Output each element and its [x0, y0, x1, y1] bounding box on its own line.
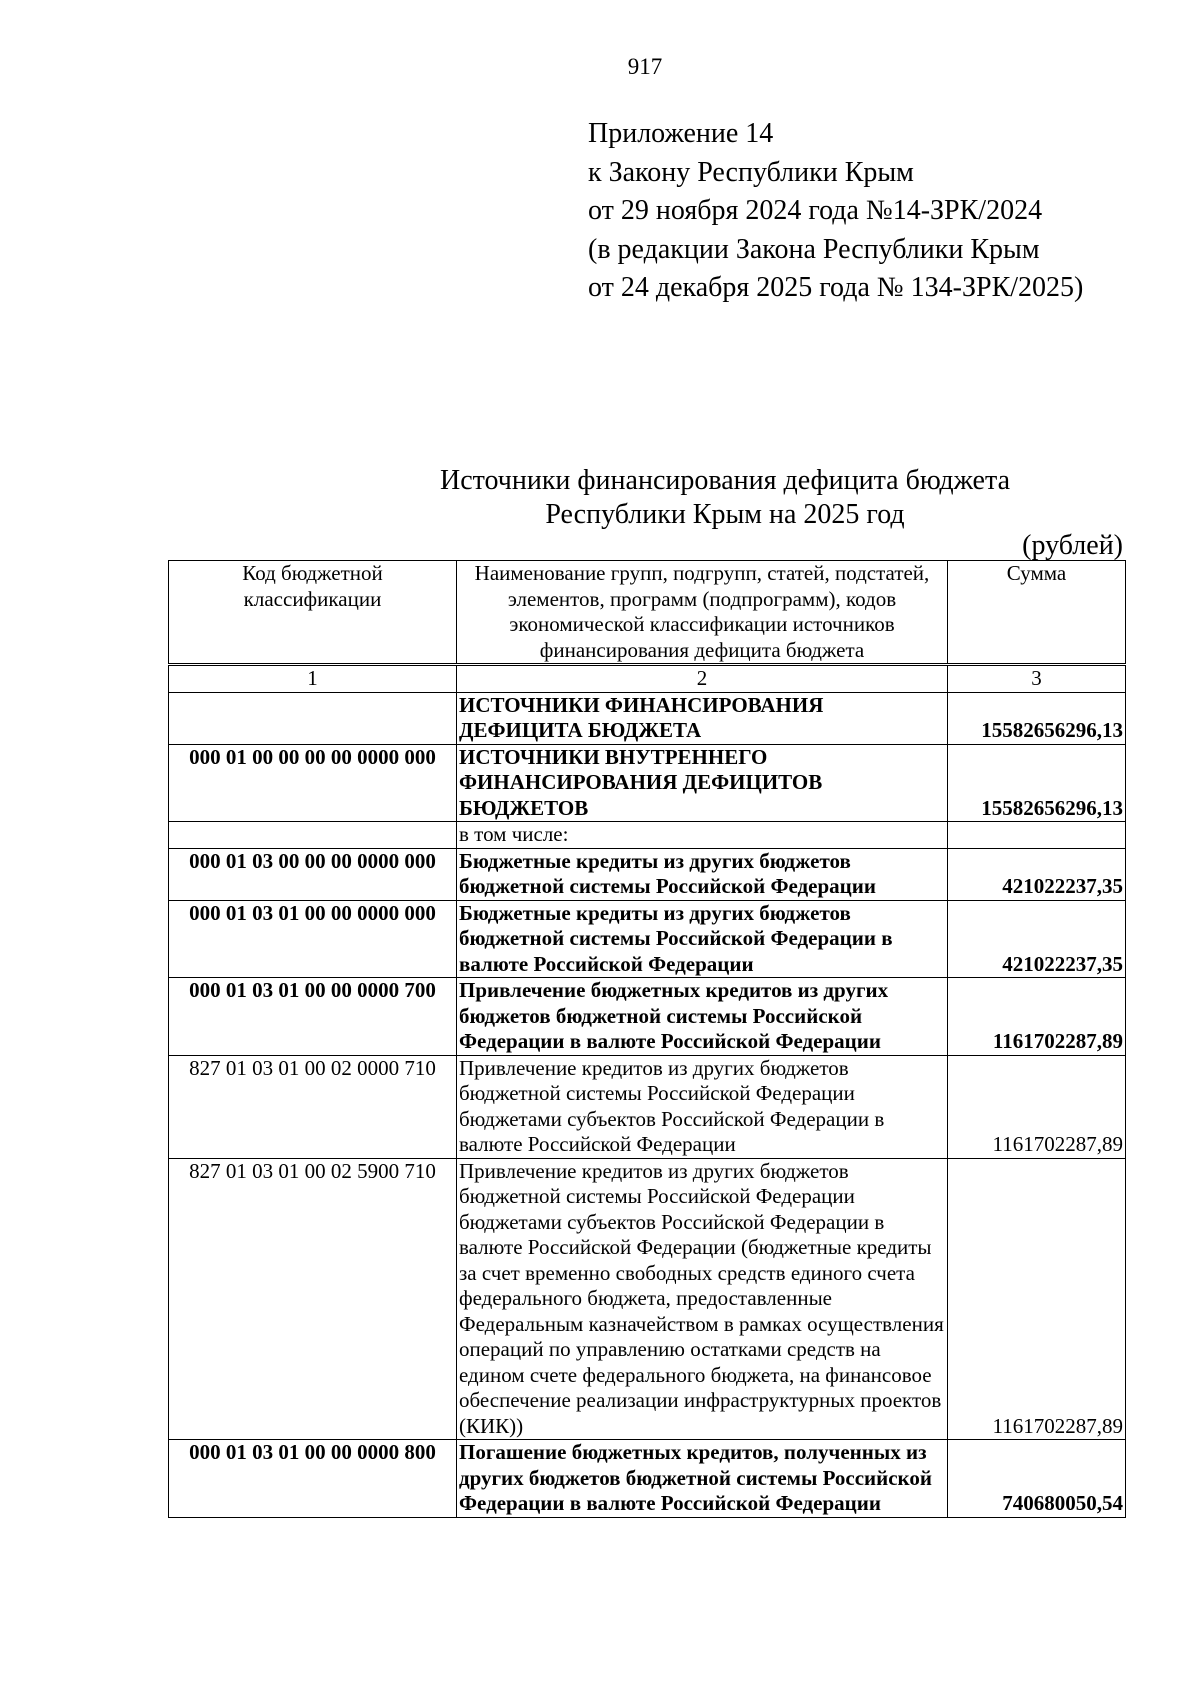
column-numbers-row [169, 665, 1126, 693]
page-number: 917 [627, 54, 663, 79]
appendix-line: Приложение 14 [588, 118, 774, 149]
header-name: Наименование групп, подгрупп, статей, подстатей, элементов, программ (подпрограмм), кодов экономической классификации источников финансирования дефицита бюджета [457, 561, 948, 665]
financing-sources-table [168, 560, 1126, 1518]
amount-cell: 1161702287,89 [948, 1158, 1126, 1440]
table-row [169, 822, 1126, 849]
amount-cell: 421022237,35 [948, 900, 1126, 978]
amount-cell: 421022237,35 [948, 848, 1126, 900]
table-row [169, 1158, 1126, 1440]
table-row [169, 900, 1126, 978]
column-number: 1 [169, 665, 457, 693]
source-name-cell: ИСТОЧНИКИ ФИНАНСИРОВАНИЯ ДЕФИЦИТА БЮДЖЕТА [457, 692, 948, 744]
source-name-cell: Погашение бюджетных кредитов, полученных из других бюджетов бюджетной системы Российской Федерации в валюте Российской Федерации [457, 1440, 948, 1518]
source-name-cell: Привлечение кредитов из других бюджетов бюджетной системы Российской Федерации бюджетами субъектов Российской Федерации в валюте Российской Федерации [457, 1055, 948, 1158]
budget-code-cell: 000 01 03 01 00 00 0000 800 [169, 1440, 457, 1518]
source-name-cell: Бюджетные кредиты из других бюджетов бюджетной системы Российской Федерации [457, 848, 948, 900]
budget-code-cell: 000 01 03 01 00 00 0000 700 [169, 978, 457, 1056]
table-header-row [169, 561, 1126, 665]
table-row [169, 1440, 1126, 1518]
header-amount: Сумма [948, 561, 1126, 665]
amount-cell [948, 822, 1126, 849]
table-row [169, 692, 1126, 744]
source-name-cell: Привлечение бюджетных кредитов из других бюджетов бюджетной системы Российской Федерации в валюте Российской Федерации [457, 978, 948, 1056]
source-name-cell: в том числе: [457, 822, 948, 849]
amount-cell: 15582656296,13 [948, 692, 1126, 744]
appendix-line: от 24 декабря 2025 года № 134-ЗРК/2025) [588, 272, 1084, 304]
amount-cell: 1161702287,89 [948, 1055, 1126, 1158]
header-code: Код бюджетной классификации [169, 561, 457, 665]
appendix-line: от 29 ноября 2024 года №14-ЗРК/2024 [588, 195, 1043, 227]
table-row [169, 1055, 1126, 1158]
budget-code-cell: 827 01 03 01 00 02 5900 710 [169, 1158, 457, 1440]
amount-cell: 15582656296,13 [948, 744, 1126, 822]
source-name-cell: Привлечение кредитов из других бюджетов бюджетной системы Российской Федерации бюджетами субъектов Российской Федерации в валюте Российской Федерации (бюджетные кредиты за счет временно свободных средств единого счета федерального бюджета, предоставленные Федеральным казначейством в рамках осуществления операций по управлению остатками средств на едином счете федерального бюджета, на финансовое обеспечение реализации инфраструктурных проектов (КИК)) [457, 1158, 948, 1440]
document-title [160, 464, 1200, 532]
appendix-line: к Закону Республики Крым [588, 156, 914, 188]
appendix-line: (в редакции Закона Республики Крым [588, 233, 1040, 265]
budget-code-cell: 000 01 03 01 00 00 0000 000 [169, 900, 457, 978]
budget-code-cell: 827 01 03 01 00 02 0000 710 [169, 1055, 457, 1158]
table-row [169, 848, 1126, 900]
title-line: Источники финансирования дефицита бюджета [439, 465, 1010, 496]
budget-code-cell [169, 822, 457, 849]
column-number: 2 [457, 665, 948, 693]
budget-code-cell: 000 01 00 00 00 00 0000 000 [169, 744, 457, 822]
units-label: (рублей) [1022, 530, 1123, 561]
amount-cell: 740680050,54 [948, 1440, 1126, 1518]
amount-cell: 1161702287,89 [948, 978, 1126, 1056]
source-name-cell: Бюджетные кредиты из других бюджетов бюджетной системы Российской Федерации в валюте Российской Федерации [457, 900, 948, 978]
appendix-header [588, 115, 1083, 308]
budget-code-cell: 000 01 03 00 00 00 0000 000 [169, 848, 457, 900]
source-name-cell: ИСТОЧНИКИ ВНУТРЕННЕГО ФИНАНСИРОВАНИЯ ДЕФИЦИТОВ БЮДЖЕТОВ [457, 744, 948, 822]
budget-code-cell [169, 692, 457, 744]
column-number: 3 [948, 665, 1126, 693]
table-row [169, 978, 1126, 1056]
table-row [169, 744, 1126, 822]
title-line: Республики Крым на 2025 год [545, 499, 905, 530]
